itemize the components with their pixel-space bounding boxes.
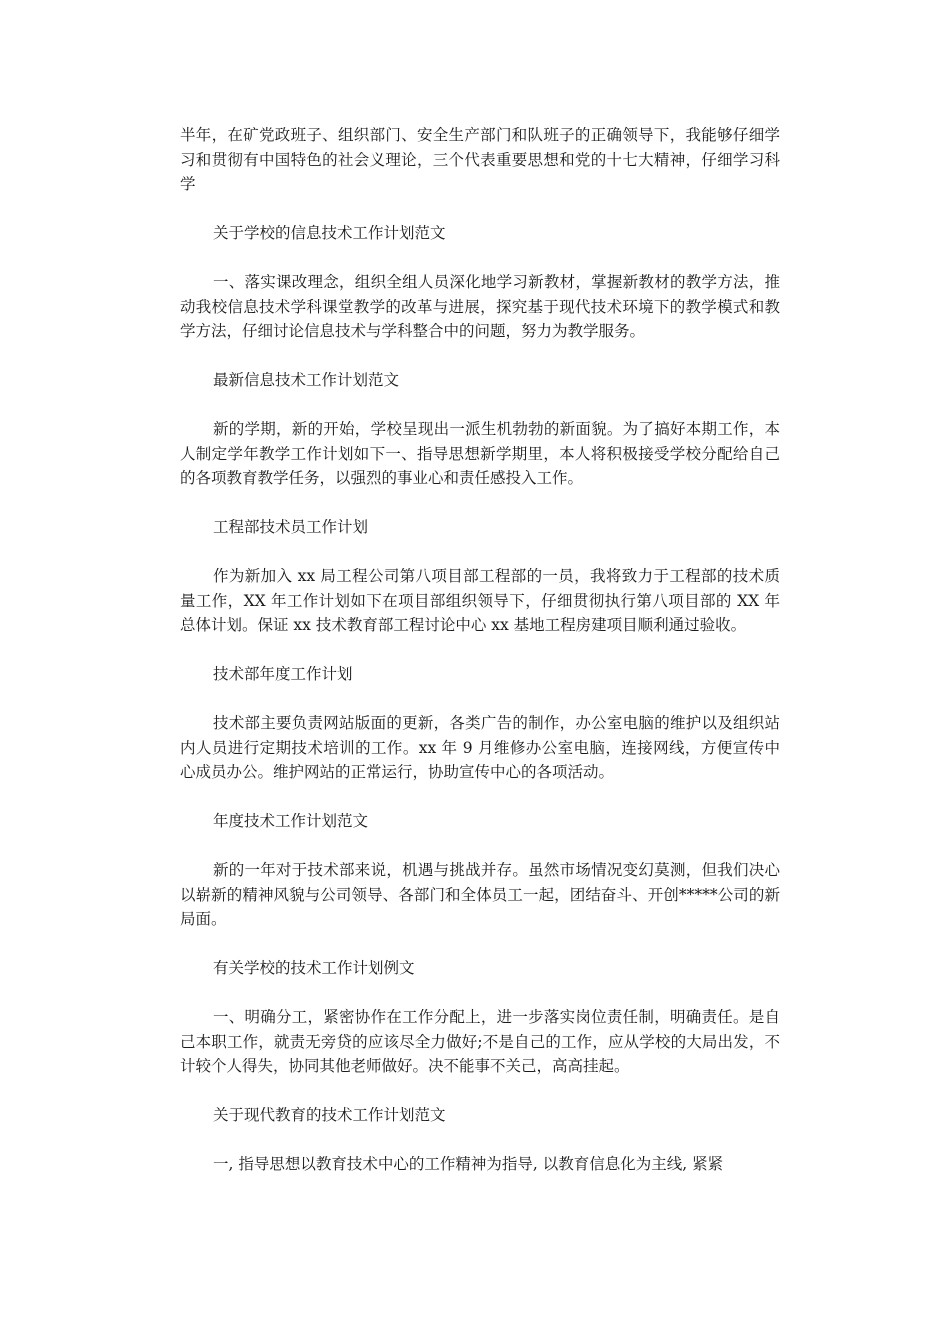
paragraph: 一、落实课改理念，组织全组人员深化地学习新教材，掌握新教材的教学方法，推动我校信息技术学科课堂教学的改革与进展，探究基于现代技术环境下的教学模式和教学方法，仔细讨论信息技术与学科整合中的问题，努力为教学服务。 bbox=[180, 273, 780, 340]
paragraph: 新的学期，新的开始，学校呈现出一派生机勃勃的新面貌。为了搞好本期工作，本人制定学年教学工作计划如下一、指导思想新学期里，本人将积极接受学校分配给自己的各项教育教学任务，以强烈的事业心和责任感投入工作。 bbox=[180, 420, 780, 487]
paragraph: 一, 指导思想以教育技术中心的工作精神为指导, 以教育信息化为主线, 紧紧 bbox=[213, 1155, 724, 1173]
section-heading: 关于现代教育的技术工作计划范文 bbox=[213, 1106, 446, 1124]
paragraph: 作为新加入 xx 局工程公司第八项目部工程部的一员，我将致力于工程部的技术质量工作，XX 年工作计划如下在项目部组织领导下，仔细贯彻执行第八项目部的 XX 年总体计划。保证 xx 技术教育部工程讨论中心 xx 基地工程房建项目顺利通过验收。 bbox=[180, 567, 780, 634]
paragraph: 一、明确分工，紧密协作在工作分配上，进一步落实岗位责任制，明确责任。是自己本职工作，就责无旁贷的应该尽全力做好;不是自己的工作，应从学校的大局出发，不计较个人得失，协同其他老师做好。决不能事不关己，高高挂起。 bbox=[180, 1008, 780, 1075]
paragraph-intro: 半年，在矿党政班子、组织部门、安全生产部门和队班子的正确领导下，我能够仔细学习和贯彻有中国特色的社会义理论，三个代表重要思想和党的十七大精神，仔细学习科学 bbox=[180, 126, 780, 193]
section-heading: 技术部年度工作计划 bbox=[213, 665, 353, 683]
paragraph: 新的一年对于技术部来说，机遇与挑战并存。虽然市场情况变幻莫测，但我们决心以崭新的精神风貌与公司领导、各部门和全体员工一起，团结奋斗、开创*****公司的新局面。 bbox=[180, 861, 780, 928]
section-heading: 有关学校的技术工作计划例文 bbox=[213, 959, 415, 977]
section-heading: 关于学校的信息技术工作计划范文 bbox=[213, 224, 446, 242]
document-body bbox=[180, 123, 780, 1201]
section-heading: 年度技术工作计划范文 bbox=[213, 812, 369, 830]
section-heading: 工程部技术员工作计划 bbox=[213, 518, 369, 536]
paragraph: 技术部主要负责网站版面的更新，各类广告的制作，办公室电脑的维护以及组织站内人员进行定期技术培训的工作。xx 年 9 月维修办公室电脑，连接网线，方便宣传中心成员办公。维护网站的正常运行，协助宣传中心的各项活动。 bbox=[180, 714, 780, 781]
section-heading: 最新信息技术工作计划范文 bbox=[213, 371, 400, 389]
